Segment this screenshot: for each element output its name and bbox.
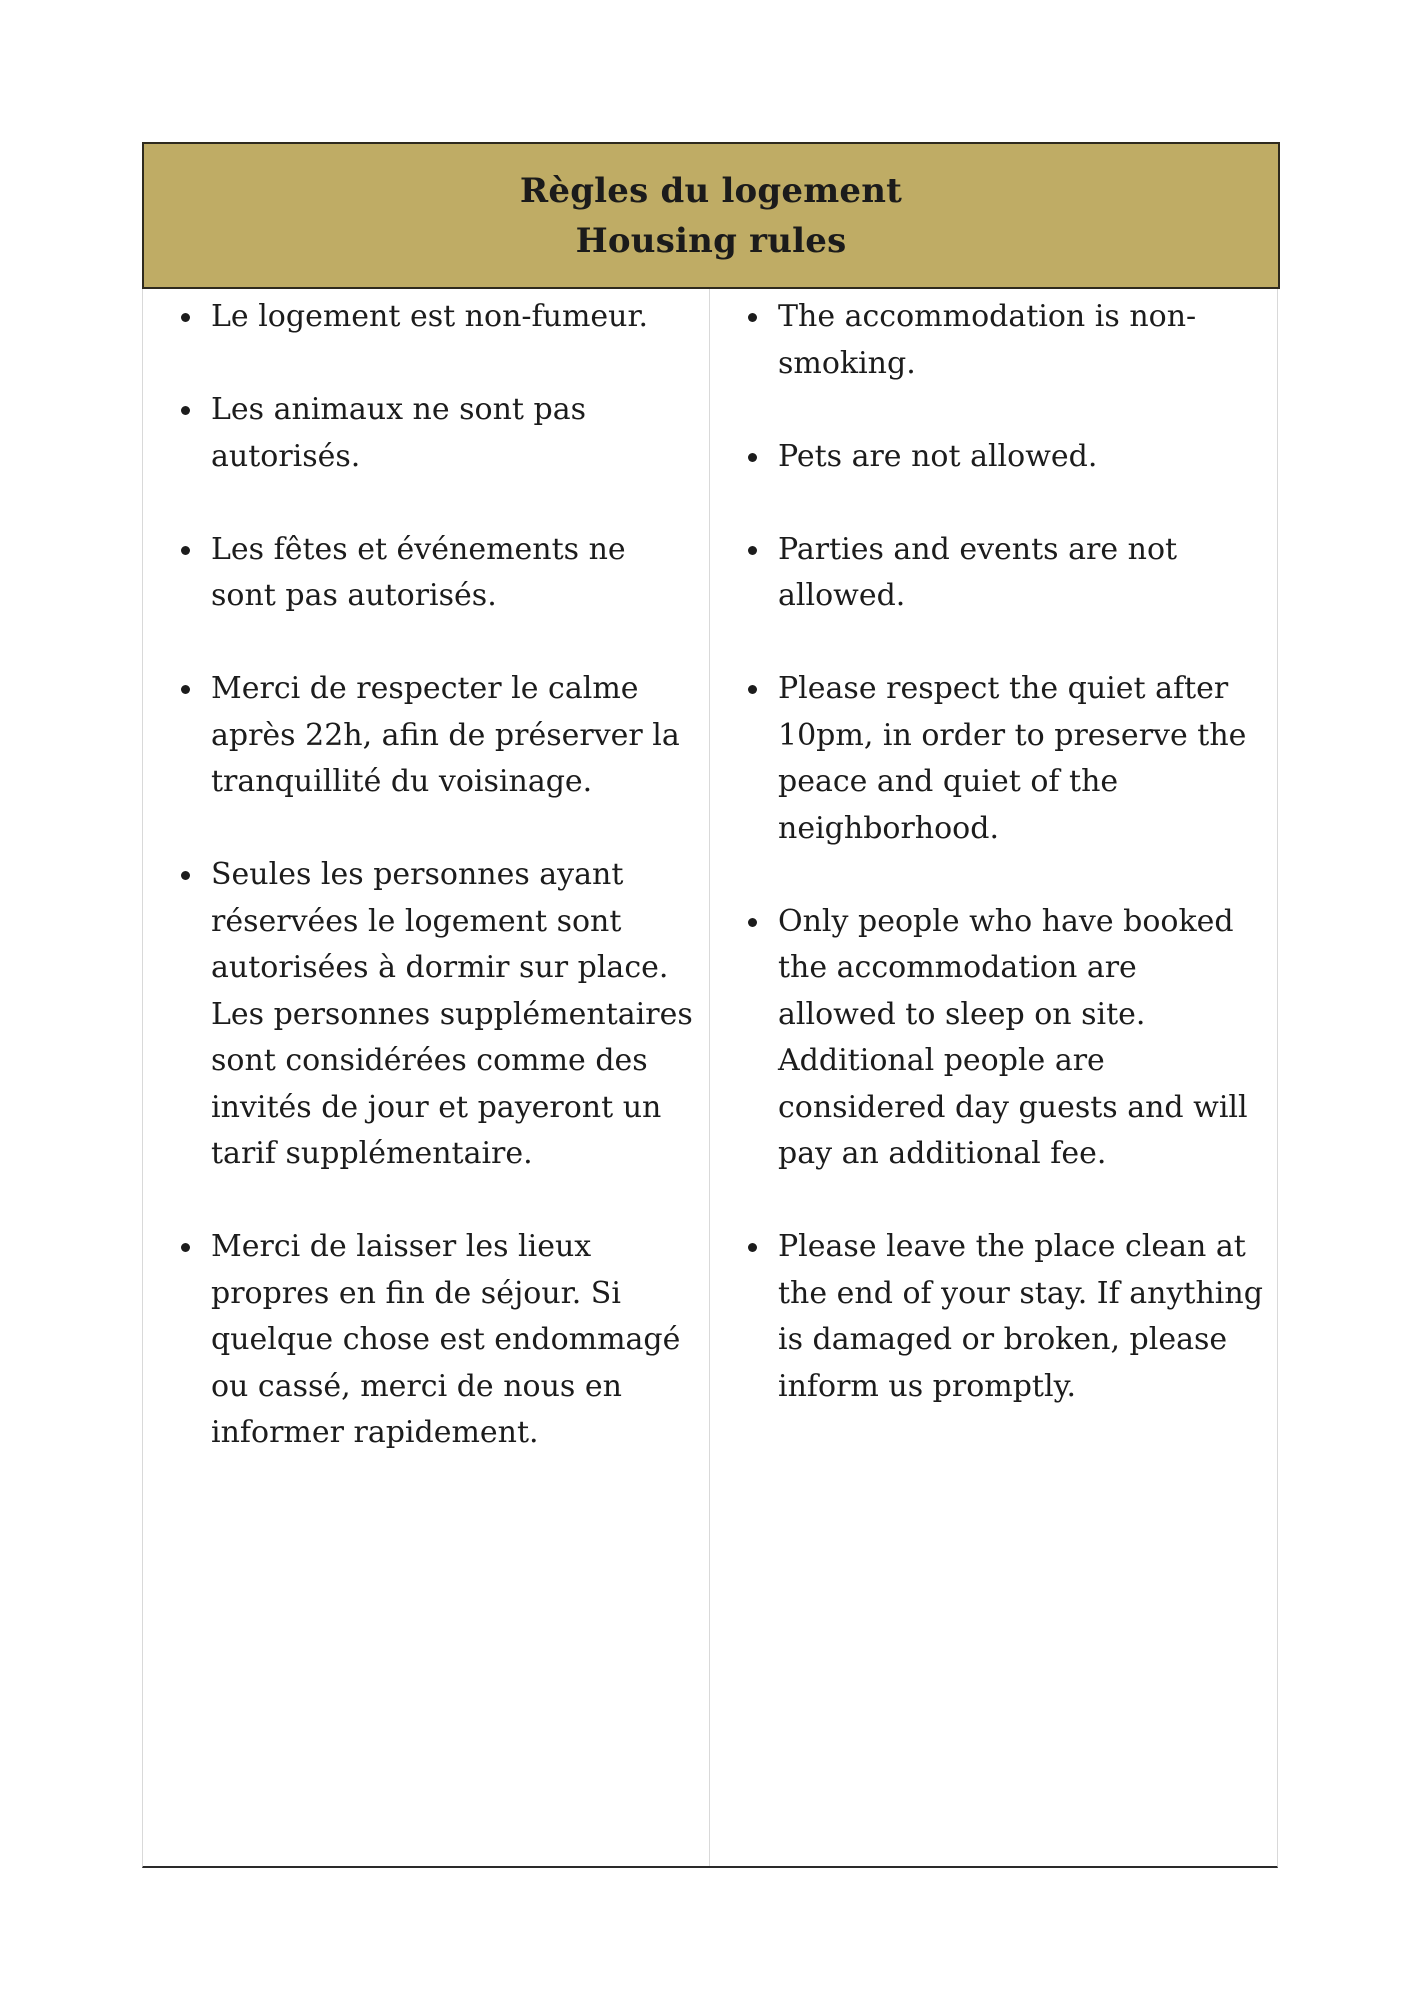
title-french: Règles du logement (519, 170, 903, 211)
rule-text: The accommodation is non-smoking. (778, 299, 1197, 381)
rule-text: Parties and events are not allowed. (778, 531, 1178, 613)
french-column (143, 289, 710, 1866)
bullet-icon (748, 918, 757, 927)
rule-en-cleanliness (748, 1224, 1263, 1410)
rule-en-no-parties (748, 527, 1263, 620)
rule-text: Merci de respecter le calme après 22h, afin de préserver la tranquillité du voisinage. (211, 671, 680, 799)
bullet-icon (748, 546, 757, 555)
bullet-icon (181, 685, 190, 694)
rule-text: Les fêtes et événements ne sont pas autorisés. (211, 531, 626, 613)
rule-fr-quiet-hours (181, 666, 695, 806)
english-rules-list (748, 294, 1263, 1410)
bullet-icon (181, 313, 190, 322)
rule-text: Merci de laisser les lieux propres en fin de séjour. Si quelque chose est endommagé ou cassé, merci de nous en informer rapidement. (211, 1229, 681, 1450)
rules-table (142, 142, 1278, 1868)
rule-fr-no-smoking (181, 294, 695, 341)
rule-text: Pets are not allowed. (778, 438, 1098, 474)
bullet-icon (181, 871, 190, 880)
bullet-icon (748, 685, 757, 694)
rule-en-no-smoking (748, 294, 1263, 387)
rule-fr-no-parties (181, 527, 695, 620)
rules-columns (143, 289, 1277, 1866)
bullet-icon (181, 1243, 190, 1252)
rule-en-quiet-hours (748, 666, 1263, 852)
bullet-icon (181, 406, 190, 415)
rule-text: Les animaux ne sont pas autorisés. (211, 392, 586, 474)
bullet-icon (748, 453, 757, 462)
bullet-icon (181, 546, 190, 555)
table-header (142, 142, 1280, 289)
bullet-icon (748, 313, 757, 322)
title-english: Housing rules (575, 220, 847, 261)
french-rules-list (181, 294, 695, 1457)
rule-en-guests (748, 899, 1263, 1178)
rule-fr-cleanliness (181, 1224, 695, 1457)
rule-fr-no-pets (181, 387, 695, 480)
bullet-icon (748, 1243, 757, 1252)
english-column (710, 289, 1277, 1866)
rule-text: Seules les personnes ayant réservées le logement sont autorisées à dormir sur place. Les personnes supplémentaires sont considérées comme des invités de jour et payeront un tarif supplémentaire. (211, 857, 693, 1171)
rule-text: Please respect the quiet after 10pm, in order to preserve the peace and quiet of the neighborhood. (778, 671, 1247, 846)
rule-text: Le logement est non-fumeur. (211, 299, 649, 334)
rule-en-no-pets (748, 434, 1263, 481)
rule-fr-guests (181, 852, 695, 1178)
rule-text: Only people who have booked the accommodation are allowed to sleep on site. Additional people are considered day guests and will pay an additional fee. (778, 903, 1248, 1171)
rule-text: Please leave the place clean at the end of your stay. If anything is damaged or broken, please inform us promptly. (778, 1229, 1263, 1404)
